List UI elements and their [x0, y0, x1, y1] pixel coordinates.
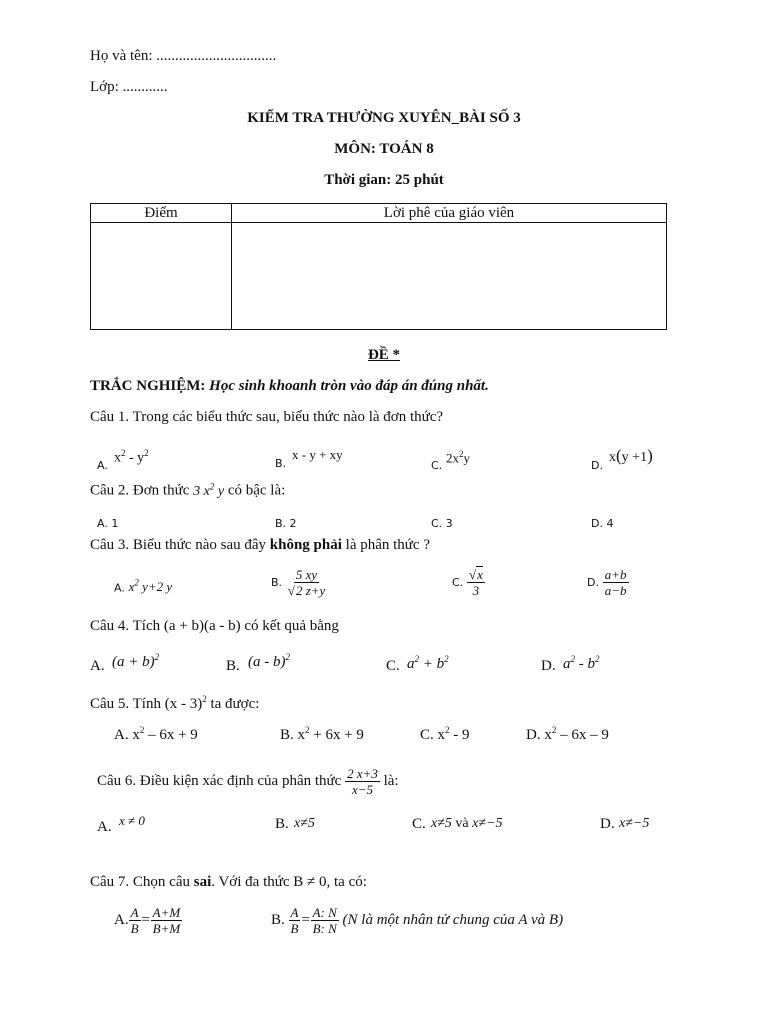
q3-option-c-expr: $\frac{√x}{3}$ — [468, 567, 483, 598]
comment-cell — [232, 223, 667, 330]
q3-option-a-label: A. — [114, 581, 125, 595]
student-class-field: Lớp: ............ — [90, 79, 168, 95]
q7-option-a-label: A. — [114, 911, 129, 928]
q4-option-d-label[interactable]: D. — [541, 658, 556, 674]
section-instruction: Học sinh khoanh tròn vào đáp án đúng nhất. — [209, 378, 489, 394]
comment-header: Lời phê của giáo viên — [232, 204, 667, 223]
q5-option-a[interactable]: A. $x^2 - 6x + 9$ — [114, 725, 198, 743]
q3-option-d-label: D. — [587, 575, 599, 589]
q1-option-c-label[interactable]: C. — [431, 459, 443, 472]
q2-prefix: Câu 2. Đơn thức — [90, 482, 190, 499]
exam-code: ĐỀ * — [367, 347, 401, 363]
q6-option-b-expr: x≠5 — [294, 816, 315, 831]
q1-option-b-expr: x - y + xy — [292, 447, 343, 462]
q5-option-c[interactable]: C. $x^2 - 9$ — [420, 725, 470, 743]
exam-time: Thời gian: 25 phút — [324, 172, 444, 188]
q7-option-b-note: (N là một nhân tử chung của A và B) — [342, 911, 564, 928]
q6-suffix: là: — [383, 772, 399, 789]
q4-option-d-expr: $a^2 - b^2$ — [563, 654, 600, 672]
q3-option-d-expr: $\frac{a+b}{a-b}$ — [604, 567, 627, 598]
q6-option-b-label[interactable]: B. — [275, 816, 289, 832]
q6-option-a-expr: x ≠ 0 — [119, 813, 145, 828]
q2-option-d[interactable]: D. 4 — [591, 517, 614, 530]
q7-option-a[interactable]: A. $\frac{A}{B}$ = $\frac{A+M}{B+M}$ — [114, 905, 181, 936]
q6-option-c-expr: x≠5 và x≠−5 — [431, 816, 503, 831]
q4-option-a-label[interactable]: A. — [90, 658, 105, 674]
q6-option-d-label[interactable]: D. — [600, 816, 615, 832]
q4-option-c-label[interactable]: C. — [386, 658, 400, 674]
question-4-text: Câu 4. Tích (a + b)(a - b) có kết quả bằng — [90, 618, 339, 634]
section-label: TRẮC NGHIỆM: — [90, 378, 206, 394]
q3-option-b-expr: $\frac{5 xy}{√2 z+y}$ — [287, 567, 326, 598]
q4-option-b-label[interactable]: B. — [226, 658, 240, 674]
q6-fraction: $\frac{2 x+3}{x-5}$ — [347, 766, 378, 797]
q6-option-d-expr: x≠−5 — [619, 816, 650, 831]
question-3-text — [90, 537, 430, 554]
q4-option-c-expr: $a^2 + b^2$ — [407, 654, 449, 672]
q2-suffix: có bậc là: — [227, 482, 286, 499]
q6-option-c-label[interactable]: C. — [412, 816, 426, 832]
question-5-text: Câu 5. Tính (x - 3)$^2$ ta được: — [90, 694, 260, 712]
q5-prefix: Câu 5. Tính (x - 3) — [90, 696, 203, 712]
q2-monomial: 3 $x^2$ y — [193, 481, 225, 499]
q1-option-c-expr: $2x^2y$ — [446, 449, 470, 466]
exam-title: KIỂM TRA THƯỜNG XUYÊN_BÀI SỐ 3 — [247, 110, 521, 126]
q1-option-a-label[interactable]: A. — [97, 459, 108, 472]
exam-subject: MÔN: TOÁN 8 — [334, 141, 434, 157]
q3-prefix: Câu 3. Biểu thức nào sau đây — [90, 537, 267, 553]
q3-option-c-label: C. — [452, 575, 464, 589]
q3-option-c[interactable] — [452, 567, 485, 598]
score-cell — [91, 223, 232, 330]
question-7-text — [90, 874, 367, 891]
q3-suffix: là phân thức ? — [345, 537, 431, 553]
q7-option-b-label: B. — [271, 911, 285, 928]
q7-option-b[interactable]: B. $\frac{A}{B}$ = $\frac{A: N}{B: N}$ (N là một nhân tử chung của A và B) — [271, 905, 564, 936]
q5-suffix: ta được: — [210, 696, 260, 712]
q3-option-d[interactable] — [587, 567, 629, 598]
q1-option-d-expr: x(y +1) — [609, 446, 653, 465]
question-6-text — [97, 766, 399, 797]
q7-prefix: Câu 7. Chọn câu — [90, 874, 190, 890]
q7-suffix: . Với đa thức B ≠ 0, ta có: — [211, 874, 367, 890]
q6-prefix: Câu 6. Điều kiện xác định của phân thức — [97, 772, 342, 789]
q6-option-a-label[interactable]: A. — [97, 819, 112, 835]
q3-option-b[interactable] — [271, 567, 327, 598]
section-heading — [90, 378, 489, 395]
q1-option-d-label[interactable]: D. — [591, 459, 603, 472]
q2-option-b[interactable]: B. 2 — [275, 517, 297, 530]
question-2-text — [90, 481, 285, 500]
student-name-field: Họ và tên: ................................ — [90, 48, 277, 64]
q3-option-b-label: B. — [271, 575, 283, 589]
q4-option-a-expr: $(a + b)^2$ — [112, 652, 160, 670]
q3-option-a-expr: $x^2$ y+2 y — [128, 578, 173, 595]
q5-option-d[interactable]: D. $x^2 - 6x - 9$ — [526, 725, 609, 743]
q4-option-b-expr: (a - b)$^2$ — [248, 652, 290, 670]
q7-bold: sai — [193, 874, 212, 890]
q3-option-a[interactable] — [114, 578, 172, 596]
grade-table — [90, 203, 667, 330]
question-1-text: Câu 1. Trong các biểu thức sau, biểu thức nào là đơn thức? — [90, 409, 444, 425]
q3-bold: không phải — [269, 537, 342, 553]
q1-option-a-expr: $x^2 - y^2$ — [114, 448, 149, 466]
q2-option-c[interactable]: C. 3 — [431, 517, 453, 530]
q5-option-b[interactable]: B. $x^2 + 6x + 9$ — [280, 725, 364, 743]
score-header: Điểm — [91, 204, 232, 223]
q1-option-b-label[interactable]: B. — [275, 457, 287, 470]
q2-option-a[interactable]: A. 1 — [97, 517, 119, 530]
